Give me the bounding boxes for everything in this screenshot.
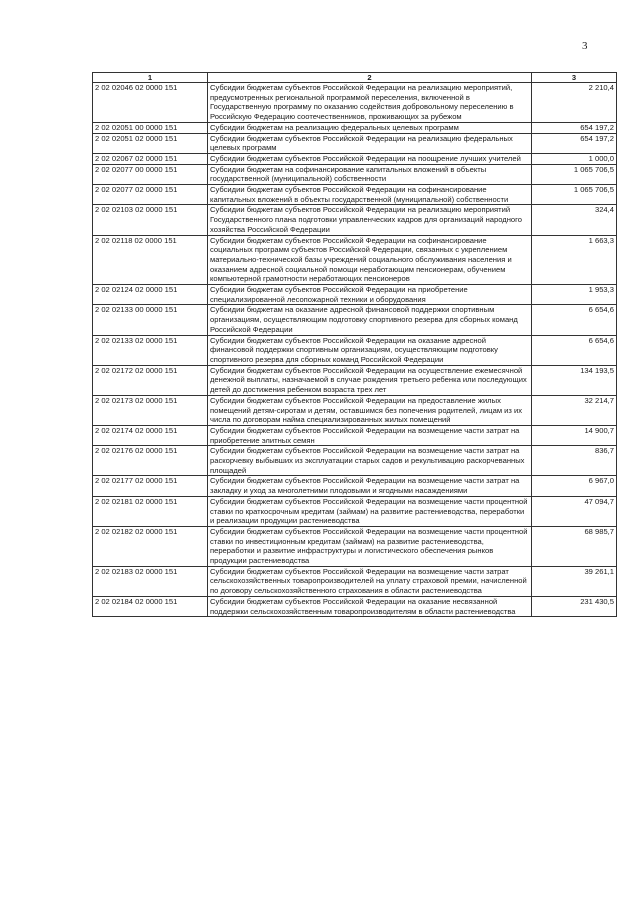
code-cell: 2 02 02181 02 0000 151 xyxy=(93,496,208,526)
code-cell: 2 02 02051 02 0000 151 xyxy=(93,133,208,153)
amount-cell: 1 065 706,5 xyxy=(532,164,617,184)
amount-cell: 6 654,6 xyxy=(532,305,617,335)
description-cell: Субсидии бюджетам субъектов Российской Федерации на предоставление жилых помещений детям-сиротам и детям, оставшимся без попечения родителей, лицам из их числа по договорам найма специализированных жилых помещений xyxy=(208,395,532,425)
code-cell: 2 02 02184 02 0000 151 xyxy=(93,596,208,616)
description-cell: Субсидии бюджетам субъектов Российской Федерации на софинансирование капитальных вложений в объекты государственной (муниципальной) собственности xyxy=(208,185,532,205)
amount-cell: 1 000,0 xyxy=(532,153,617,164)
code-cell: 2 02 02182 02 0000 151 xyxy=(93,526,208,566)
code-cell: 2 02 02176 02 0000 151 xyxy=(93,446,208,476)
table-row xyxy=(93,133,617,153)
description-cell: Субсидии бюджетам субъектов Российской Федерации на осуществление ежемесячной денежной выплаты, назначаемой в случае рождения третьего ребенка или последующих детей до достижения ребенком возраста трех лет xyxy=(208,365,532,395)
description-cell: Субсидии бюджетам субъектов Российской Федерации на приобретение специализированной лесопожарной техники и оборудования xyxy=(208,285,532,305)
description-cell: Субсидии бюджетам субъектов Российской Федерации на поощрение лучших учителей xyxy=(208,153,532,164)
description-cell: Субсидии бюджетам субъектов Российской Федерации на возмещение части затрат на раскорчевку выбывших из эксплуатации старых садов и рекультивацию раскорчеванных площадей xyxy=(208,446,532,476)
amount-cell: 68 985,7 xyxy=(532,526,617,566)
amount-cell: 1 953,3 xyxy=(532,285,617,305)
amount-cell: 32 214,7 xyxy=(532,395,617,425)
table-row xyxy=(93,566,617,596)
table-row xyxy=(93,83,617,123)
description-cell: Субсидии бюджетам субъектов Российской Федерации на оказание несвязанной поддержки сельскохозяйственным товаропроизводителям в области растениеводства xyxy=(208,596,532,616)
amount-cell: 1 065 706,5 xyxy=(532,185,617,205)
column-header-description: 2 xyxy=(208,73,532,83)
table-row xyxy=(93,185,617,205)
table-row xyxy=(93,205,617,235)
amount-cell: 14 900,7 xyxy=(532,425,617,445)
description-cell: Субсидии бюджетам на софинансирование капитальных вложений в объекты государственной (муниципальной) собственности xyxy=(208,164,532,184)
table-header-row xyxy=(93,73,617,83)
description-cell: Субсидии бюджетам субъектов Российской Федерации на реализацию мероприятий Государственного плана подготовки управленческих кадров для организаций народного хозяйства Российской Федерации xyxy=(208,205,532,235)
description-cell: Субсидии бюджетам субъектов Российской Федерации на софинансирование социальных программ субъектов Российской Федерации, связанных с укреплением материально-технической базы учреждений социального обслуживания населения и оказанием адресной социальной помощи неработающим пенсионерам, обучением компьютерной грамотности неработающих пенсионеров xyxy=(208,235,532,285)
table-row xyxy=(93,425,617,445)
table-row xyxy=(93,446,617,476)
amount-cell: 654 197,2 xyxy=(532,122,617,133)
description-cell: Субсидии бюджетам субъектов Российской Федерации на оказание адресной финансовой поддержки спортивным организациям, осуществляющим подготовку спортивного резерва для сборных команд Российской Федерации xyxy=(208,335,532,365)
description-cell: Субсидии бюджетам субъектов Российской Федерации на возмещение части затрат сельскохозяйственных товаропроизводителей на уплату страховой премии, начисленной по договору сельскохозяйственного страхования в области растениеводства xyxy=(208,566,532,596)
code-cell: 2 02 02133 02 0000 151 xyxy=(93,335,208,365)
table-row xyxy=(93,122,617,133)
code-cell: 2 02 02177 02 0000 151 xyxy=(93,476,208,496)
code-cell: 2 02 02118 02 0000 151 xyxy=(93,235,208,285)
code-cell: 2 02 02183 02 0000 151 xyxy=(93,566,208,596)
code-cell: 2 02 02133 00 0000 151 xyxy=(93,305,208,335)
code-cell: 2 02 02103 02 0000 151 xyxy=(93,205,208,235)
table-row xyxy=(93,335,617,365)
table-row xyxy=(93,395,617,425)
table-row xyxy=(93,235,617,285)
description-cell: Субсидии бюджетам субъектов Российской Федерации на возмещение части затрат на приобретение элитных семян xyxy=(208,425,532,445)
code-cell: 2 02 02077 02 0000 151 xyxy=(93,185,208,205)
table-row xyxy=(93,285,617,305)
description-cell: Субсидии бюджетам на оказание адресной финансовой поддержки спортивным организациям, осуществляющим подготовку спортивного резерва для сборных команд Российской Федерации xyxy=(208,305,532,335)
code-cell: 2 02 02124 02 0000 151 xyxy=(93,285,208,305)
amount-cell: 836,7 xyxy=(532,446,617,476)
amount-cell: 6 967,0 xyxy=(532,476,617,496)
amount-cell: 231 430,5 xyxy=(532,596,617,616)
description-cell: Субсидии бюджетам субъектов Российской Федерации на реализацию федеральных целевых программ xyxy=(208,133,532,153)
table-row xyxy=(93,164,617,184)
table-row xyxy=(93,526,617,566)
description-cell: Субсидии бюджетам субъектов Российской Федерации на возмещение части процентной ставки по краткосрочным кредитам (займам) на развитие растениеводства, переработки и реализации продукции растениеводства xyxy=(208,496,532,526)
table-row xyxy=(93,496,617,526)
description-cell: Субсидии бюджетам субъектов Российской Федерации на возмещение части процентной ставки по инвестиционным кредитам (займам) на развитие растениеводства, переработки и развитие инфраструктуры и логистического обеспечения рынков продукции растениеводства xyxy=(208,526,532,566)
code-cell: 2 02 02067 02 0000 151 xyxy=(93,153,208,164)
table-row xyxy=(93,596,617,616)
column-header-amount: 3 xyxy=(532,73,617,83)
amount-cell: 39 261,1 xyxy=(532,566,617,596)
amount-cell: 47 094,7 xyxy=(532,496,617,526)
page-number: 3 xyxy=(582,40,588,52)
amount-cell: 654 197,2 xyxy=(532,133,617,153)
amount-cell: 6 654,6 xyxy=(532,335,617,365)
code-cell: 2 02 02046 02 0000 151 xyxy=(93,83,208,123)
amount-cell: 134 193,5 xyxy=(532,365,617,395)
code-cell: 2 02 02051 00 0000 151 xyxy=(93,122,208,133)
amount-cell: 324,4 xyxy=(532,205,617,235)
code-cell: 2 02 02077 00 0000 151 xyxy=(93,164,208,184)
budget-table xyxy=(92,72,617,617)
amount-cell: 2 210,4 xyxy=(532,83,617,123)
table-row xyxy=(93,365,617,395)
code-cell: 2 02 02172 02 0000 151 xyxy=(93,365,208,395)
column-header-code: 1 xyxy=(93,73,208,83)
code-cell: 2 02 02174 02 0000 151 xyxy=(93,425,208,445)
table-row xyxy=(93,305,617,335)
amount-cell: 1 663,3 xyxy=(532,235,617,285)
description-cell: Субсидии бюджетам на реализацию федеральных целевых программ xyxy=(208,122,532,133)
description-cell: Субсидии бюджетам субъектов Российской Федерации на возмещение части затрат на закладку и уход за многолетними плодовыми и ягодными насаждениями xyxy=(208,476,532,496)
table-row xyxy=(93,153,617,164)
code-cell: 2 02 02173 02 0000 151 xyxy=(93,395,208,425)
table-row xyxy=(93,476,617,496)
description-cell: Субсидии бюджетам субъектов Российской Федерации на реализацию мероприятий, предусмотренных региональной программой переселения, включенной в Государственную программу по оказанию содействия добровольному переселению в Российскую Федерацию соотечественников, проживающих за рубежом xyxy=(208,83,532,123)
